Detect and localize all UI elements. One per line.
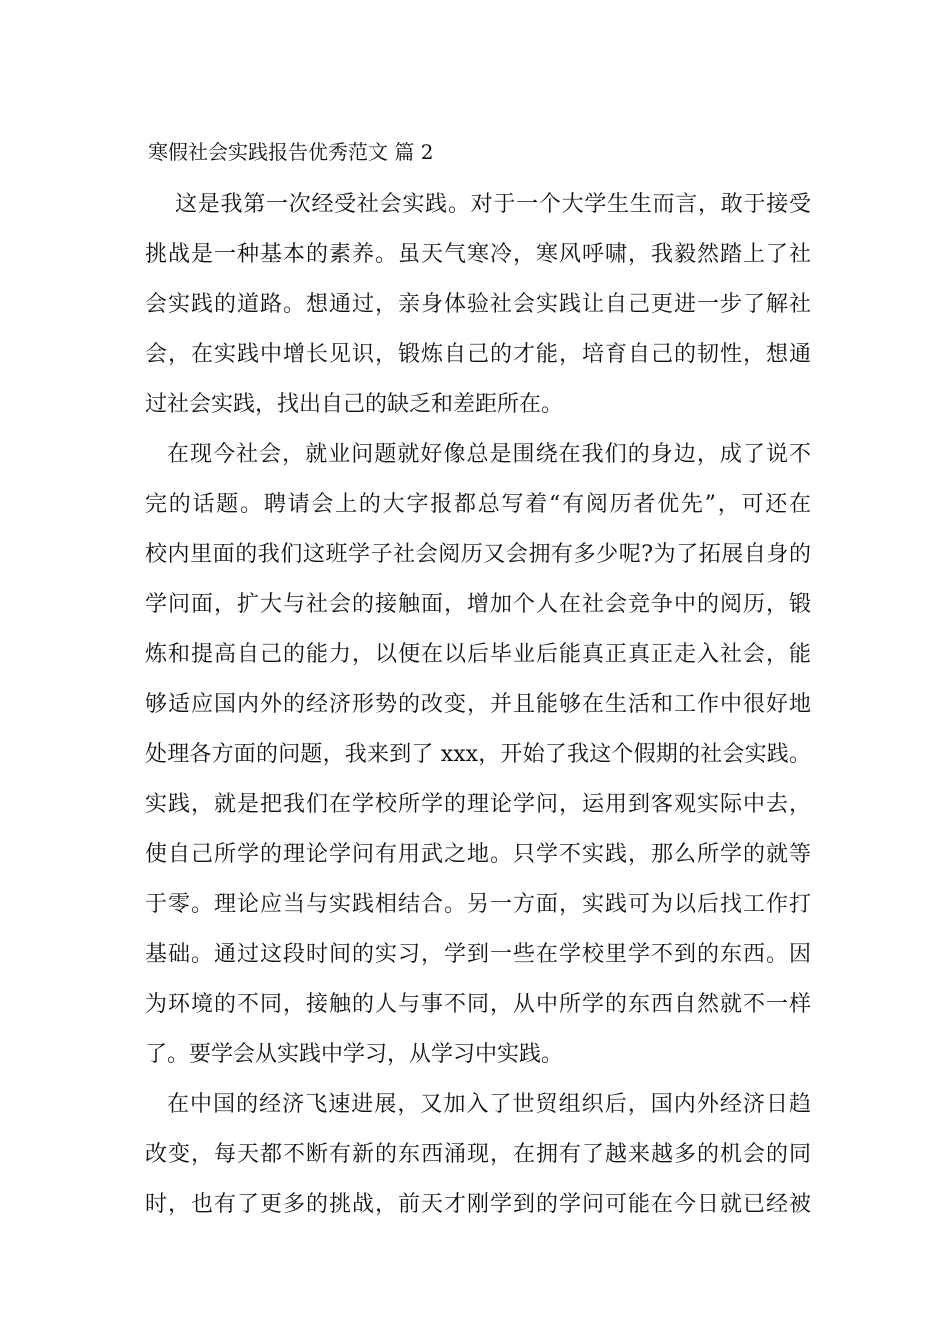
text-line: 这是我第一次经受社会实践。对于一个大学生生而言，敢于接受: [175, 192, 811, 217]
text-line: 使自己所学的理论学问有用武之地。只学不实践，那么所学的就等: [145, 842, 811, 867]
text-line: 了。要学会从实践中学习，从学习中实践。: [145, 1042, 564, 1067]
text-line: 于零。理论应当与实践相结合。另一方面，实践可为以后找工作打: [145, 892, 811, 917]
text-line: 校内里面的我们这班学子社会阅历又会拥有多少呢?为了拓展自身的: [145, 542, 811, 567]
text-line: 会实践的道路。想通过，亲身体验社会实践让自己更进一步了解社: [145, 292, 811, 317]
document-title: 寒假社会实践报告优秀范文 篇 2: [148, 140, 434, 164]
text-line: 基础。通过这段时间的实习，学到一些在学校里学不到的东西。因: [145, 942, 811, 967]
text-line: 改变，每天都不断有新的东西涌现，在拥有了越来越多的机会的同: [145, 1142, 811, 1167]
text-line: 会，在实践中增长见识，锻炼自己的才能，培育自己的韧性，想通: [145, 342, 811, 367]
text-line: 在中国的经济飞速进展，又加入了世贸组织后，国内外经济日趋: [167, 1092, 811, 1117]
text-line: 处理各方面的问题，我来到了 xxx，开始了我这个假期的社会实践。: [145, 742, 811, 767]
text-line: 学问面，扩大与社会的接触面，增加个人在社会竞争中的阅历，锻: [145, 592, 811, 617]
text-line: 炼和提高自己的能力，以便在以后毕业后能真正真正走入社会，能: [145, 642, 811, 667]
document-body: [145, 180, 811, 1230]
text-line: 挑战是一种基本的素养。虽天气寒冷，寒风呼啸，我毅然踏上了社: [145, 242, 811, 267]
text-line: 为环境的不同，接触的人与事不同，从中所学的东西自然就不一样: [145, 992, 811, 1017]
text-line: 过社会实践，找出自己的缺乏和差距所在。: [145, 392, 564, 417]
text-line: 时，也有了更多的挑战，前天才刚学到的学问可能在今日就已经被: [145, 1192, 811, 1217]
text-line: 够适应国内外的经济形势的改变，并且能够在生活和工作中很好地: [145, 692, 811, 717]
text-line: 完的话题。聘请会上的大字报都总写着“有阅历者优先”，可还在: [145, 492, 811, 517]
text-line: 在现今社会，就业问题就好像总是围绕在我们的身边，成了说不: [167, 442, 811, 467]
text-line: 实践，就是把我们在学校所学的理论学问，运用到客观实际中去，: [145, 792, 811, 817]
